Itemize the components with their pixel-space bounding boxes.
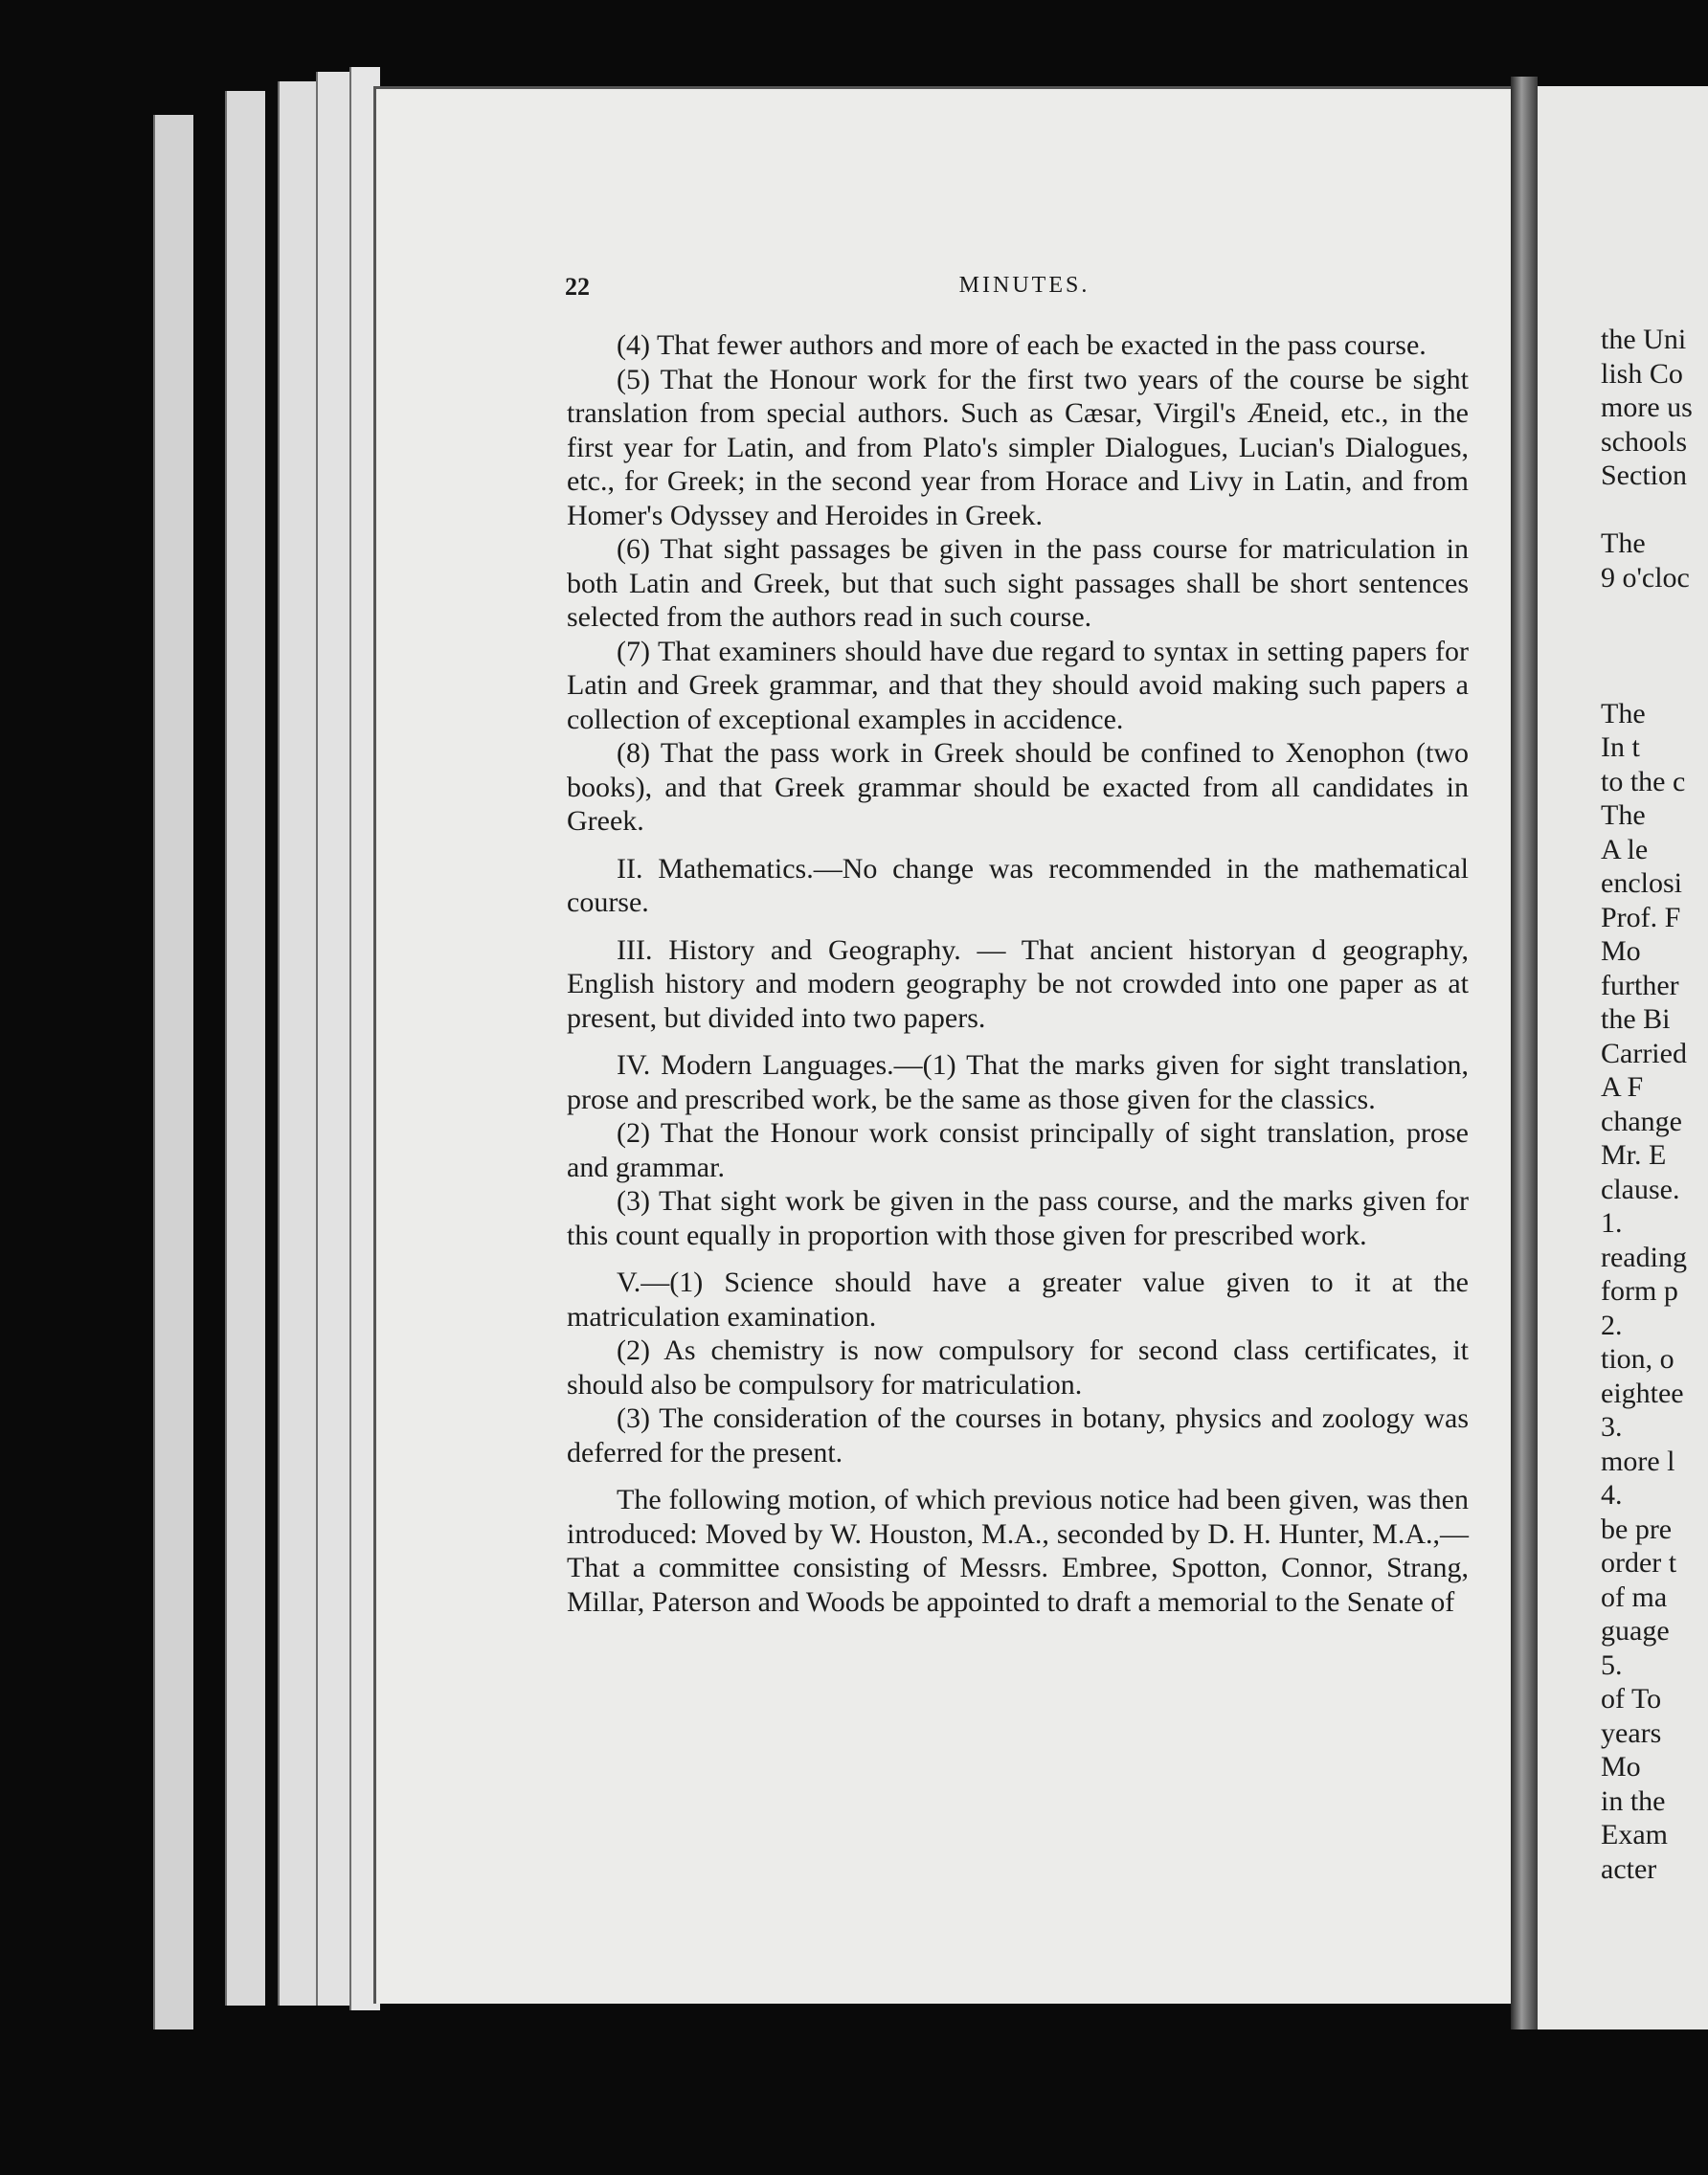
paragraph: III. History and Geography. — That ancient historyan d geography, English history and modern geography be not crowded into one paper as at present, but divided into two papers. — [567, 933, 1469, 1034]
right-page-line: to the c — [1601, 765, 1686, 797]
right-page-line: A F — [1601, 1071, 1644, 1103]
right-page-line: be pre — [1601, 1513, 1673, 1545]
paragraph: V.—(1) Science should have a greater value given to it at the matriculation examination. — [567, 1267, 1469, 1333]
right-page-line: order t — [1601, 1547, 1677, 1579]
paragraph: (5) That the Honour work for the first two years of the course be sight translation from special authors. Such as Cæsar, Virgil's Æneid, etc., in the first year for Latin, and from Plato's simpler Dialogues, Lucian's Dialogues, etc., for Greek; in the second year from Horace and Livy in Latin, and from Homer's Odyssey and Heroides in Greek. — [567, 363, 1469, 531]
right-page-line: enclosi — [1601, 867, 1682, 899]
paragraph: (8) That the pass work in Greek should be confined to Xenophon (two books), and that Greek grammar should be exacted from all candidates in Greek. — [567, 737, 1469, 837]
page-edge — [278, 81, 318, 2006]
right-page-line: of ma — [1601, 1581, 1668, 1613]
running-title: MINUTES. — [958, 273, 1090, 298]
right-page-line: The — [1601, 799, 1646, 831]
paragraph: (2) That the Honour work consist principally of sight translation, prose and grammar. — [567, 1117, 1469, 1183]
right-page-line: more l — [1601, 1445, 1675, 1477]
paragraph: (3) That sight work be given in the pass course, and the marks given for this count equally in proportion with those given for prescribed work. — [567, 1185, 1469, 1251]
book-gutter — [1511, 77, 1538, 2029]
right-page-line: the Uni — [1601, 324, 1687, 355]
right-page-line: more us — [1601, 392, 1693, 423]
right-page-line: guage — [1601, 1615, 1670, 1647]
right-page-line: The — [1601, 527, 1646, 559]
right-page-line — [1601, 594, 1708, 629]
right-page-line: acter — [1601, 1852, 1657, 1885]
page-number: 22 — [565, 273, 590, 301]
right-page-line — [1601, 493, 1708, 527]
paragraph: (4) That fewer authors and more of each be exacted in the pass course. — [617, 329, 1427, 361]
right-page-line: eightee — [1601, 1377, 1684, 1409]
right-page-line — [1601, 662, 1708, 697]
right-page-line: 3. — [1601, 1411, 1623, 1443]
right-page-text — [1601, 323, 1708, 1886]
right-page-line: 5. — [1601, 1648, 1623, 1681]
right-page-line: form p — [1601, 1275, 1678, 1307]
right-page-line: 9 o'cloc — [1601, 561, 1690, 594]
body-text — [567, 328, 1469, 1619]
right-page-line: tion, o — [1601, 1343, 1674, 1375]
right-page-line: Carried — [1601, 1037, 1687, 1069]
paragraph: (3) The consideration of the courses in botany, physics and zoology was deferred for the present. — [567, 1402, 1469, 1469]
right-page-line: Exam — [1601, 1819, 1668, 1850]
right-page-line: clause. — [1601, 1173, 1680, 1205]
right-page-line: years — [1601, 1716, 1662, 1749]
right-page-line: change — [1601, 1105, 1682, 1137]
right-page-line: 4. — [1601, 1479, 1623, 1511]
right-page-line: 2. — [1601, 1309, 1623, 1341]
page-header — [565, 273, 1465, 311]
paragraph: II. Mathematics.—No change was recommended in the mathematical course. — [567, 852, 1469, 918]
right-page-line: 1. — [1601, 1207, 1623, 1239]
paragraph: (2) As chemistry is now compulsory for second class certificates, it should also be compulsory for matriculation. — [567, 1334, 1469, 1401]
right-page-line: Prof. F — [1601, 901, 1681, 933]
right-page-line: In t — [1601, 731, 1640, 763]
right-page-line: Mo — [1601, 1751, 1641, 1783]
paragraph: The following motion, of which previous notice had been given, was then introduced: Moved by W. Houston, M.A., seconded by D. H. Hunter, M.A.,—That a committee consisting of Messrs. Embree, Spotton, Connor, Strang, Millar, Paterson and Woods be appointed to draft a memorial to the Senate of — [567, 1484, 1469, 1618]
paragraph: IV. Modern Languages.—(1) That the marks given for sight translation, prose and prescribed work, be the same as those given for the classics. — [567, 1049, 1469, 1115]
right-page-line: lish Co — [1601, 357, 1683, 390]
page-edge — [225, 91, 265, 2006]
right-page-line: further — [1601, 969, 1679, 1001]
paragraph: (6) That sight passages be given in the pass course for matriculation in both Latin and Greek, but that such sight passages shall be short sentences selected from the authors read in such course. — [567, 533, 1469, 633]
right-page-line: reading — [1601, 1241, 1687, 1273]
right-page-line: the Bi — [1601, 1003, 1671, 1035]
page-edge — [153, 115, 193, 2029]
right-page-line: schools — [1601, 425, 1687, 458]
right-page-line — [1601, 629, 1708, 663]
right-page-line: Mr. E — [1601, 1139, 1667, 1171]
right-page-line: Section — [1601, 460, 1687, 491]
right-page-line: of To — [1601, 1683, 1662, 1715]
right-page-line: The — [1601, 697, 1646, 729]
right-page-line: Mo — [1601, 935, 1641, 967]
right-page-line: A le — [1601, 833, 1649, 865]
paragraph: (7) That examiners should have due regard to syntax in setting papers for Latin and Greek grammar, and that they should avoid making such papers a collection of exceptional examples in accidence. — [567, 635, 1469, 735]
right-page-line: in the — [1601, 1784, 1666, 1817]
